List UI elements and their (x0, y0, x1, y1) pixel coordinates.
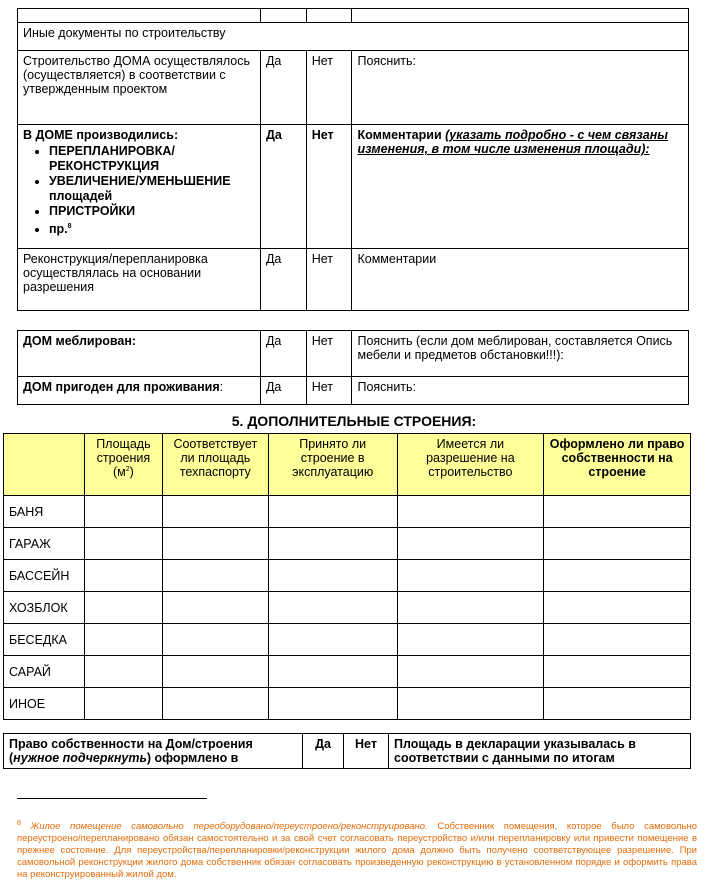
yes-cell[interactable]: Да (303, 734, 344, 769)
permit-header: Имеется ли разрешение на строительство (397, 434, 544, 496)
explain-cell[interactable]: Пояснить (если дом меблирован, составляется Опись мебели и предметов обстановки!!!): (352, 331, 689, 377)
row-label: ИНОЕ (4, 688, 85, 720)
cell[interactable] (397, 560, 544, 592)
table-row (18, 51, 689, 125)
cell[interactable] (544, 528, 691, 560)
cell[interactable] (84, 624, 162, 656)
row-label: ГАРАЖ (4, 528, 85, 560)
table-row (4, 656, 691, 688)
cell[interactable] (544, 592, 691, 624)
table-row (4, 528, 691, 560)
comment-cell[interactable] (352, 125, 689, 249)
table-row (4, 592, 691, 624)
ownership-table (3, 733, 691, 769)
footnote (17, 818, 697, 881)
habitable-colon: : (219, 380, 224, 394)
section-title: 5. ДОПОЛНИТЕЛЬНЫЕ СТРОЕНИЯ: (231, 413, 477, 429)
no-cell[interactable]: Нет (306, 125, 352, 249)
permit-label: Реконструкция/перепланировка осуществлялась на основании разрешения (18, 249, 261, 311)
comment-label: Комментарии (357, 128, 442, 142)
commissioned-header: Принято ли строение в эксплуатацию (268, 434, 397, 496)
no-cell[interactable]: Нет (306, 51, 352, 125)
no-cell[interactable]: Нет (344, 734, 389, 769)
no-cell[interactable]: Нет (306, 377, 352, 405)
no-cell[interactable]: Нет (306, 331, 352, 377)
cell[interactable] (162, 688, 268, 720)
habitable-label: ДОМ пригоден для проживания (23, 380, 220, 394)
ownership-header: Оформлено ли право собственности на строение (544, 434, 691, 496)
footnote-ref: 8 (67, 223, 72, 230)
cell[interactable] (397, 688, 544, 720)
area-header (84, 434, 162, 496)
cell[interactable] (544, 656, 691, 688)
cell[interactable] (268, 496, 397, 528)
project-compliance-label: Строительство ДОМА осуществлялось (осуществляется) в соответствии с утвержденным проектом (18, 51, 261, 125)
buildings-table (3, 433, 691, 720)
list-item-text: пр. (49, 222, 68, 237)
cell[interactable] (162, 656, 268, 688)
ownership-label (4, 734, 303, 769)
area-header-text: Площадь строения (м (96, 437, 151, 479)
construction-table (17, 8, 689, 311)
footnote-text: Собственник помещения, которое было самовольно переустроено/перепланировано обязан самостоятельно и за свой счет согласовать переустройство и/или перепланировку или привести помещение в прежнее состояние. Для переустройства/перепланировки/реконструкции жилого дома должно быть получено соответствующее разрешение. При самовольной реконструкции жилого дома собственник обязан согласовать произведенную реконструкцию в установленном порядке и оформить права на реконструированный жилой дом. (17, 821, 697, 881)
cell[interactable] (544, 688, 691, 720)
habitable-cell (18, 377, 261, 405)
yes-cell[interactable]: Да (260, 331, 306, 377)
row-label: БЕСЕДКА (4, 624, 85, 656)
explain-cell[interactable]: Пояснить: (352, 51, 689, 125)
cell[interactable] (84, 592, 162, 624)
yes-cell[interactable]: Да (260, 125, 306, 249)
furnished-label: ДОМ меблирован: (18, 331, 261, 377)
table-row (18, 377, 689, 405)
cell[interactable] (84, 496, 162, 528)
cell[interactable] (268, 528, 397, 560)
table-row (4, 560, 691, 592)
comment-cell[interactable]: Комментарии (352, 249, 689, 311)
cell[interactable] (268, 560, 397, 592)
cell[interactable] (268, 592, 397, 624)
ownership-label-c: ) оформлено в (146, 751, 239, 765)
table-row (18, 331, 689, 377)
cell[interactable] (397, 656, 544, 688)
yes-cell[interactable]: Да (260, 249, 306, 311)
footnote-separator (17, 798, 207, 799)
cell[interactable] (397, 528, 544, 560)
cell[interactable] (162, 592, 268, 624)
furnishing-table (17, 330, 689, 405)
changes-cell (18, 125, 261, 249)
cell[interactable] (162, 624, 268, 656)
table-row (4, 624, 691, 656)
row-label: БАНЯ (4, 496, 85, 528)
area-header-sup: 2 (125, 465, 130, 473)
yes-cell[interactable]: Да (260, 377, 306, 405)
row-label: БАССЕЙН (4, 560, 85, 592)
cell[interactable] (268, 688, 397, 720)
cell[interactable] (544, 560, 691, 592)
explain-cell[interactable]: Пояснить: (352, 377, 689, 405)
table-row (18, 23, 689, 51)
cell[interactable] (162, 528, 268, 560)
no-cell[interactable]: Нет (306, 249, 352, 311)
cell[interactable] (397, 592, 544, 624)
ownership-label-a: Право собственности на Дом/строения ( (9, 737, 253, 765)
cell[interactable] (268, 656, 397, 688)
cell[interactable] (544, 624, 691, 656)
table-row (18, 249, 689, 311)
cell[interactable] (268, 624, 397, 656)
table-row (18, 125, 689, 249)
row-label: САРАЙ (4, 656, 85, 688)
table-row (4, 496, 691, 528)
footnote-number: 8 (17, 820, 21, 827)
changes-list (23, 144, 255, 237)
comment-detail: (указать подробно - с чем связаны изменения, в том числе изменения площади): (357, 128, 668, 156)
cell[interactable] (84, 560, 162, 592)
list-item (49, 219, 255, 237)
ownership-label-b: нужное подчеркнуть (13, 751, 147, 765)
table-row (4, 688, 691, 720)
cell[interactable] (162, 496, 268, 528)
list-item: • ПЕРЕПЛАНИРОВКА/ РЕКОНСТРУКЦИЯ (49, 144, 255, 174)
cell[interactable] (84, 528, 162, 560)
table-row (18, 9, 689, 23)
list-item: • ПРИСТРОЙКИ (49, 204, 255, 219)
table-row (4, 734, 691, 769)
corner-header (4, 434, 85, 496)
table-header-row (4, 434, 691, 496)
changes-label: В ДОМЕ производились: (23, 128, 179, 142)
cell[interactable] (84, 688, 162, 720)
cell[interactable] (162, 560, 268, 592)
cell[interactable] (544, 496, 691, 528)
passport-header: Соответствует ли площадь техпаспорту (162, 434, 268, 496)
cell[interactable] (84, 656, 162, 688)
area-header-close: ) (129, 465, 134, 479)
area-declaration: Площадь в декларации указывалась в соответствии с данными по итогам (389, 734, 691, 769)
other-documents-label: Иные документы по строительству (18, 23, 689, 51)
list-item: • УВЕЛИЧЕНИЕ/УМЕНЬШЕНИЕ площадей (49, 174, 255, 204)
footnote-italic: Жилое помещение самовольно переоборудовано/переустроено/реконструировано. (30, 821, 428, 833)
cell[interactable] (397, 624, 544, 656)
row-label: ХОЗБЛОК (4, 592, 85, 624)
cell[interactable] (397, 496, 544, 528)
yes-cell[interactable]: Да (260, 51, 306, 125)
